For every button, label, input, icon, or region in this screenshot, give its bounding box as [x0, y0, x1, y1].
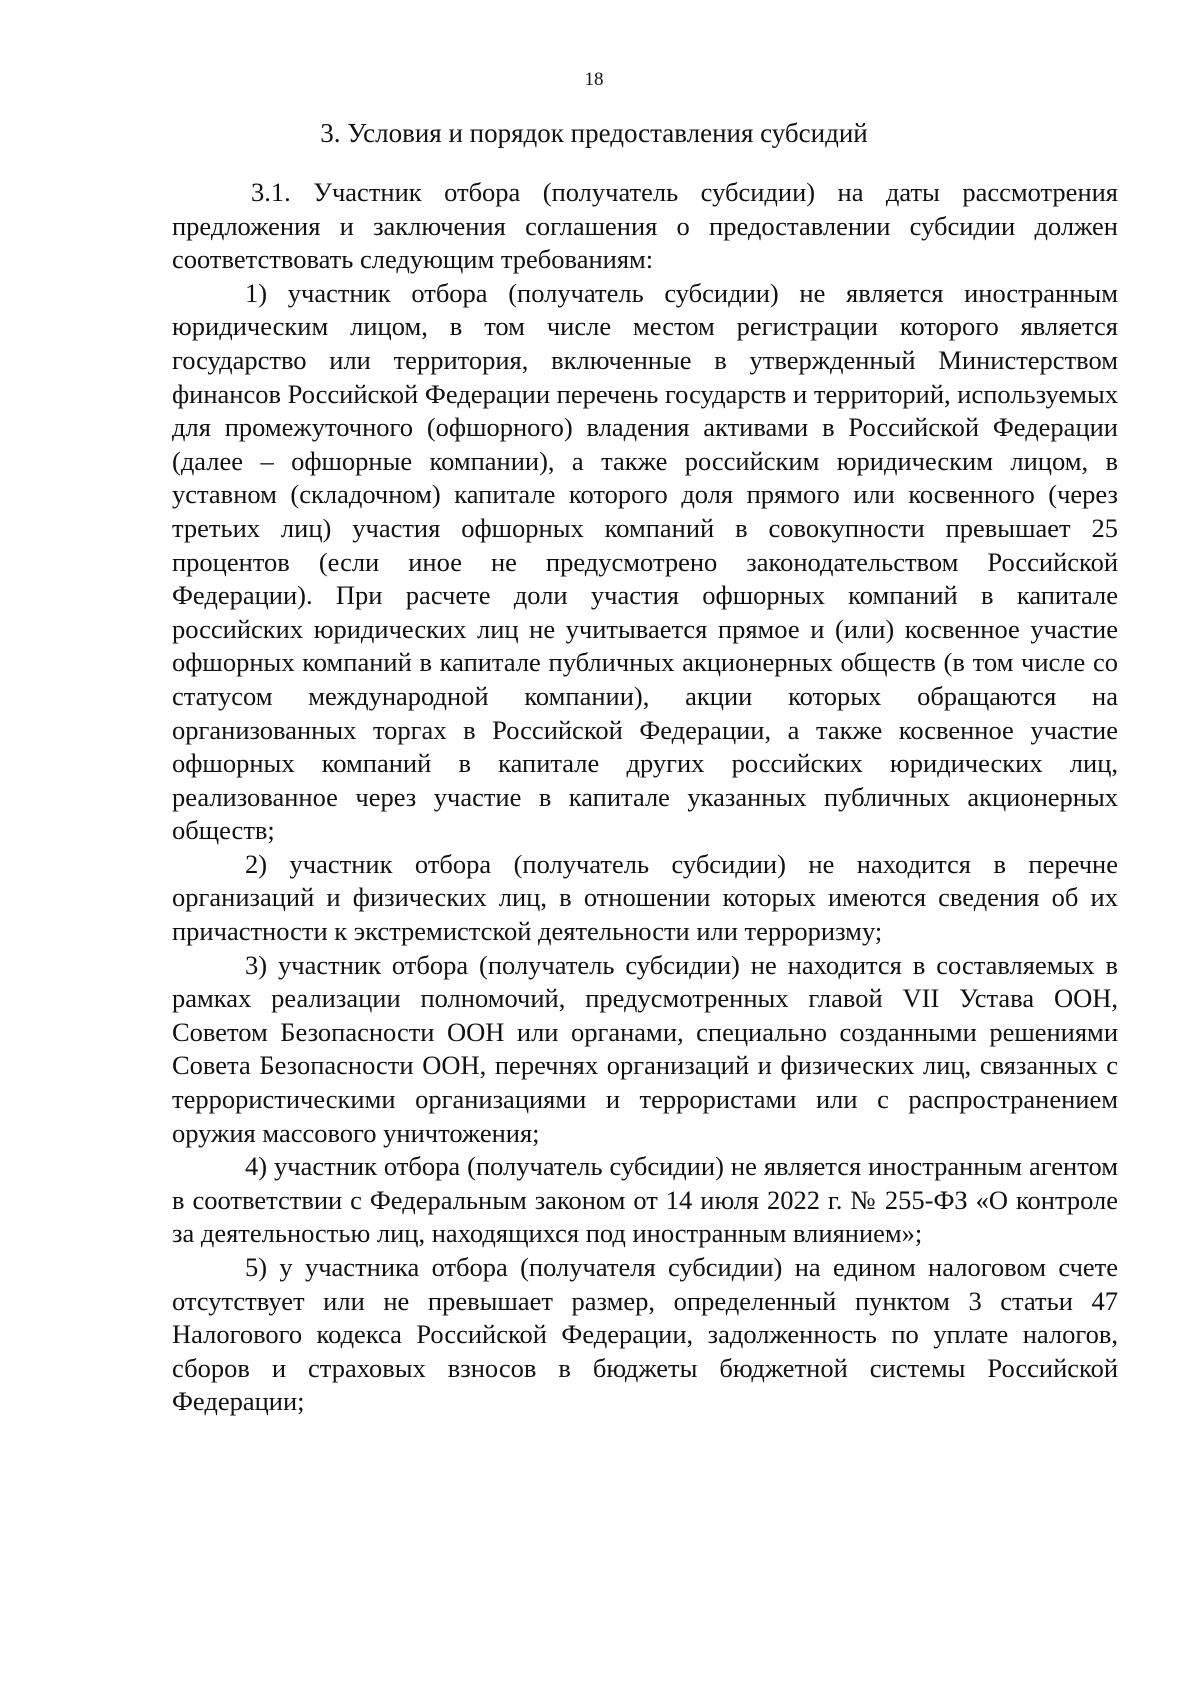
- paragraph-item-2: 2) участник отбора (получатель субсидии) не находится в перечне организаций и физических лиц, в отношении которых имеются сведения об их причастности к экстремистской деятельности или терроризму;: [172, 848, 1118, 947]
- paragraph-item-4: 4) участник отбора (получатель субсидии) не является иностранным агентом в соответствии с Федеральным законом от 14 июля 2022 г. № 255-ФЗ «О контроле за деятельностью лиц, находящихся под иностранным влиянием»;: [172, 1151, 1118, 1249]
- paragraph-item-3: 3) участник отбора (получатель субсидии) не находится в составляемых в рамках реализации полномочий, предусмотренных главой VII Устава ООН, Советом Безопасности ООН или органами, специально созданными решениями Совета Безопасности ООН, перечнях организаций и физических лиц, связанных с террористическими организациями и террористами или с распространением оружия массового уничтожения;: [172, 949, 1118, 1148]
- paragraph-item-1: 1) участник отбора (получатель субсидии) не является иностранным юридическим лицом, в том числе местом регистрации которого является государство или территория, включенные в утвержденный Министерством финансов Российской Федерации перечень государств и территорий, используемых для промежуточного (офшорного) владения активами в Российской Федерации (далее – офшорные компании), а также российским юридическим лицом, в уставном (складочном) капитале которого доля прямого или косвенного (через третьих лиц) участия офшорных компаний в совокупности превышает 25 процентов (если иное не предусмотрено законодательством Российской Федерации). При расчете доли участия офшорных компаний в капитале российских юридических лиц не учитывается прямое и (или) косвенное участие офшорных компаний в капитале публичных акционерных обществ (в том числе со статусом международной компании), акции которых обращаются на организованных торгах в Российской Федерации, а также косвенное участие офшорных компаний в капитале других российских юридических лиц, реализованное через участие в капитале указанных публичных акционерных обществ;: [172, 277, 1118, 846]
- section-title: 3. Условия и порядок предоставления субсидий: [320, 118, 868, 148]
- paragraph-item-5: 5) у участника отбора (получателя субсидии) на едином налоговом счете отсутствует или не превышает размер, определенный пунктом 3 статьи 47 Налогового кодекса Российской Федерации, задолженность по уплате налогов, сборов и страховых взносов в бюджеты бюджетной системы Российской Федерации;: [172, 1252, 1118, 1417]
- document-body: [172, 176, 1118, 1419]
- paragraph-3-1: 3.1. Участник отбора (получатель субсидии) на даты рассмотрения предложения и заключения соглашения о предоставлении субсидии должен соответствовать следующим требованиям:: [172, 177, 1118, 275]
- page-number: 18: [584, 69, 604, 90]
